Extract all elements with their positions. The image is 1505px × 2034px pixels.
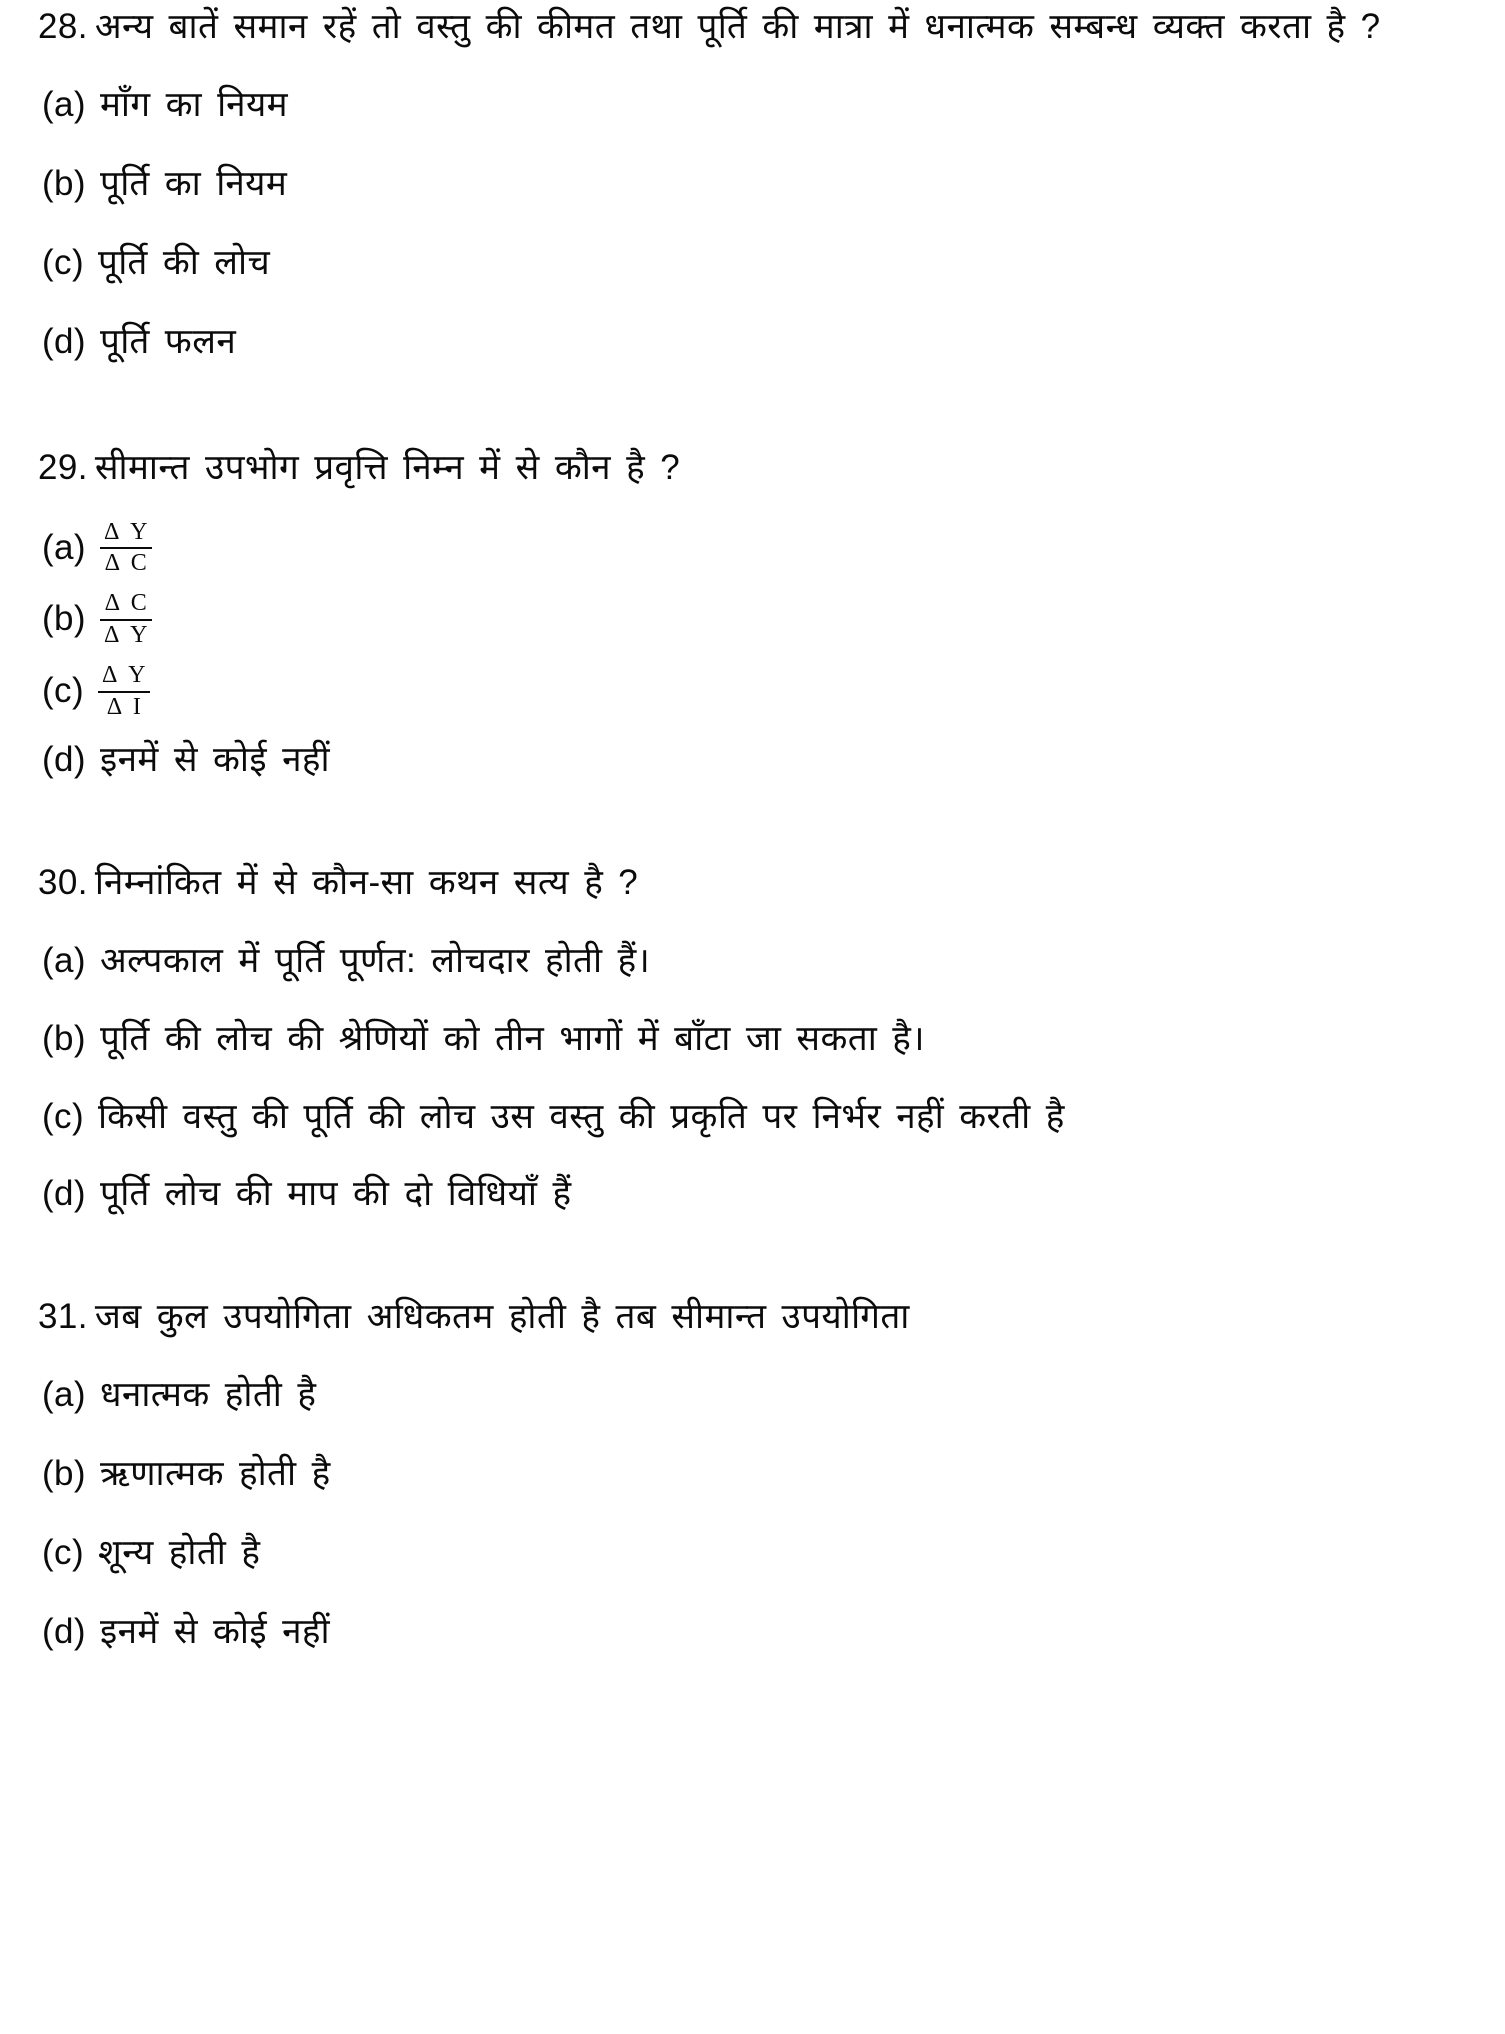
question-stem-29	[38, 441, 1463, 494]
option-text-30-b: पूर्ति की लोच की श्रेणियों को तीन भागों में बाँटा जा सकता है।	[99, 1018, 925, 1058]
option-29-c[interactable]	[38, 662, 1463, 720]
option-text-29-d: इनमें से कोई नहीं	[99, 740, 330, 779]
question-text-28: अन्य बातें समान रहें तो वस्तु की कीमत तथा पूर्ति की मात्रा में धनात्मक सम्बन्ध व्यक्त करता है ?	[94, 7, 1381, 46]
option-key-31-d: (d)	[42, 1611, 86, 1651]
option-list-30	[38, 935, 1463, 1220]
option-28-d[interactable]	[38, 316, 1463, 368]
option-text-29-c	[98, 662, 1463, 720]
option-key-28-c: (c)	[42, 242, 85, 282]
option-list-29	[38, 519, 1463, 786]
option-text-30-c: किसी वस्तु की पूर्ति की लोच उस वस्तु की प्रकृति पर निर्भर नहीं करती है	[98, 1096, 1065, 1136]
fraction-denominator: Δ C	[104, 550, 148, 577]
question-block-30	[38, 856, 1463, 1220]
fraction-bar	[100, 547, 152, 549]
option-30-b[interactable]	[38, 1013, 1463, 1065]
option-31-c[interactable]	[38, 1527, 1463, 1579]
option-28-b[interactable]	[38, 158, 1463, 210]
option-key-31-b: (b)	[42, 1454, 86, 1494]
question-text-31: जब कुल उपयोगिता अधिकतम होती है तब सीमान्त उपयोगिता	[94, 1297, 910, 1337]
option-text-28-c: पूर्ति की लोच	[98, 242, 271, 282]
option-key-30-d: (d)	[42, 1174, 86, 1214]
question-stem-31	[38, 1290, 1463, 1343]
question-text-30: निम्नांकित में से कौन-सा कथन सत्य है ?	[94, 862, 639, 902]
option-key-29-a: (a)	[42, 527, 86, 567]
option-text-29-b	[100, 590, 1463, 648]
option-31-d[interactable]	[38, 1606, 1463, 1658]
option-key-30-b: (b)	[42, 1018, 86, 1058]
option-key-28-b: (b)	[42, 163, 86, 203]
fraction-delta-y-over-delta-c	[100, 520, 152, 578]
option-text-30-a: अल्पकाल में पूर्ति पूर्णत: लोचदार होती हैं।	[99, 940, 651, 980]
question-text-29: सीमान्त उपभोग प्रवृत्ति निम्न में से कौन है ?	[94, 448, 681, 488]
option-key-28-d: (d)	[42, 321, 86, 361]
fraction-numerator: Δ Y	[104, 518, 148, 545]
question-block-29	[38, 441, 1463, 785]
option-30-c[interactable]	[38, 1091, 1463, 1143]
option-key-31-c: (c)	[42, 1532, 85, 1572]
option-key-29-b: (b)	[42, 599, 86, 639]
question-block-28	[38, 0, 1463, 367]
option-29-b[interactable]	[38, 590, 1463, 648]
option-30-d[interactable]	[38, 1168, 1463, 1220]
option-key-30-c: (c)	[42, 1096, 85, 1136]
question-block-31	[38, 1290, 1463, 1657]
question-number-30: 30.	[38, 862, 88, 902]
option-list-31	[38, 1369, 1463, 1657]
option-text-31-a: धनात्मक होती है	[99, 1375, 317, 1415]
option-31-a[interactable]	[38, 1369, 1463, 1421]
option-28-c[interactable]	[38, 237, 1463, 289]
option-text-28-a: माँग का नियम	[99, 85, 288, 125]
fraction-delta-c-over-delta-y	[100, 591, 152, 649]
option-key-30-a: (a)	[42, 940, 86, 980]
option-30-a[interactable]	[38, 935, 1463, 987]
option-text-31-d: इनमें से कोई नहीं	[99, 1611, 330, 1651]
option-31-b[interactable]	[38, 1448, 1463, 1500]
question-number-31: 31.	[38, 1297, 88, 1337]
fraction-bar	[98, 691, 150, 693]
question-number-28: 28.	[38, 7, 88, 46]
option-text-29-a	[100, 519, 1463, 577]
fraction-denominator: Δ Y	[104, 622, 148, 649]
option-text-28-d: पूर्ति फलन	[99, 321, 237, 361]
question-stem-30	[38, 856, 1463, 909]
option-key-29-c: (c)	[42, 671, 85, 711]
option-text-31-b: ऋणात्मक होती है	[99, 1454, 331, 1494]
option-29-a[interactable]	[38, 519, 1463, 577]
question-number-29: 29.	[38, 448, 88, 488]
option-text-31-c: शून्य होती है	[98, 1532, 261, 1572]
fraction-bar	[100, 619, 152, 621]
fraction-numerator: Δ C	[104, 590, 148, 617]
option-key-28-a: (a)	[42, 85, 86, 125]
fraction-denominator: Δ I	[106, 694, 142, 721]
fraction-numerator: Δ Y	[102, 662, 146, 689]
option-text-30-d: पूर्ति लोच की माप की दो विधियाँ हैं	[99, 1174, 572, 1214]
option-key-31-a: (a)	[42, 1375, 86, 1415]
question-stem-28	[38, 0, 1463, 53]
option-28-a[interactable]	[38, 79, 1463, 131]
option-key-29-d: (d)	[42, 740, 86, 779]
option-text-28-b: पूर्ति का नियम	[99, 163, 288, 203]
option-list-28	[38, 79, 1463, 367]
fraction-delta-y-over-delta-i	[98, 663, 150, 721]
option-29-d[interactable]	[38, 734, 1463, 786]
